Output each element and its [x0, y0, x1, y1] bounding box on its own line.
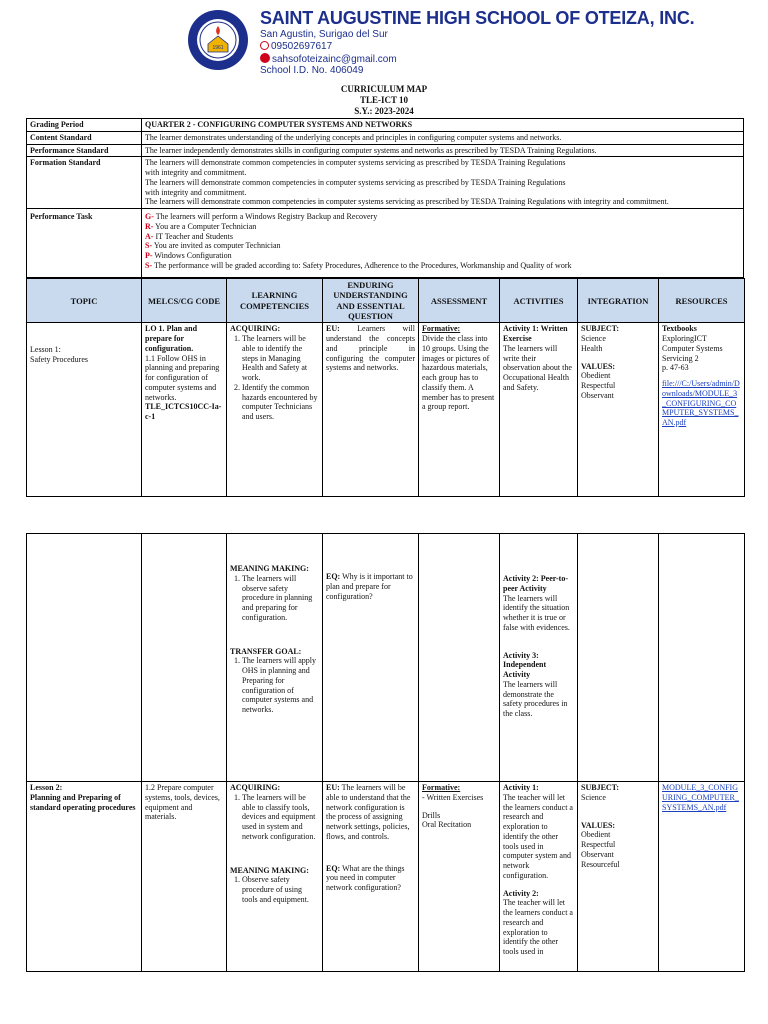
lesson2-integration: SUBJECT: Science VALUES: Obedient Respectful Observant Resourceful	[578, 782, 659, 972]
col-topic: TOPIC	[27, 279, 142, 323]
content-row	[27, 131, 744, 144]
standards-table	[26, 118, 744, 278]
email-icon	[260, 53, 270, 63]
curriculum-table-page2	[26, 533, 745, 972]
school-seal-logo	[186, 8, 250, 72]
table-row	[27, 534, 745, 782]
col-resources: RESOURCES	[659, 279, 745, 323]
resource-link[interactable]: file:///C:/Users/admin/Downloads/MODULE_3_CONFIGURING_COMPUTER_SYSTEMS_AN.pdf	[662, 379, 740, 428]
table-header-row	[27, 279, 745, 323]
school-id: School I.D. No. 406049	[260, 65, 364, 76]
task-item: G- The learners will perform a Windows Registry Backup and Recovery	[145, 212, 378, 221]
curriculum-table	[26, 278, 745, 497]
formation-line: The learners will demonstrate common competencies in computer systems servicing as prescribed by TESDA Training Regulations	[145, 177, 566, 187]
formation-value	[142, 157, 744, 209]
lesson1-activities: Activity 1: Written Exercise The learners will write their observation about the Occupational Health and Safety.	[500, 323, 578, 497]
doc-title: CURRICULUM MAP	[340, 84, 428, 94]
lesson2-topic: Lesson 2: Planning and Preparing of standard operating procedures	[27, 782, 142, 972]
task-item: A- IT Teacher and Students	[145, 231, 234, 241]
resource-link[interactable]: MODULE_3_CONFIGURING_COMPUTER_SYSTEMS_AN.pdf	[662, 783, 739, 812]
lesson2-activities: Activity 1: The teacher will let the learners conduct a research and exploration to identify the other tools used in computer system and network configuration. Activity 2: The teacher will let the learners conduct a research and exploration to identify the other tools used in	[500, 782, 578, 972]
lesson1-resources: Textbooks ExploringICT Computer Systems Servicing 2 p. 47-63 file:///C:/Users/admin/Downloads/MODULE_3_CONFIGURING_COMPUTER_SYSTEMS_AN.pdf	[659, 323, 745, 497]
school-header	[190, 6, 750, 76]
lesson2-assessment: Formative: - Written Exercises Drills Oral Recitation	[419, 782, 500, 972]
formation-row	[27, 157, 744, 209]
doc-subject: TLE-ICT 10	[359, 95, 409, 105]
table-row	[27, 782, 745, 972]
lesson2-competencies: ACQUIRING: 1. The learners will be able to classify tools, devices and equipment used in system and network configuration. MEANING MAKING: 1. Observe safety procedure of using tools and equipment.	[227, 782, 323, 972]
lesson1-topic: Lesson 1: Safety Procedures	[27, 323, 142, 497]
school-name: SAINT AUGUSTINE HIGH SCHOOL OF OTEIZA, INC.	[260, 8, 695, 28]
task-item: R- You are a Computer Technician	[145, 221, 257, 231]
formation-line: The learners will demonstrate common competencies in computer systems servicing as prescribed by TESDA Training Regulations with integrity and commitment.	[145, 197, 669, 207]
lesson2-resources	[659, 782, 745, 972]
school-email	[260, 53, 397, 65]
grading-row	[27, 119, 744, 132]
list-item: 1. The learners will apply OHS in planning and Preparing for configuration of computer systems and networks.	[242, 656, 319, 715]
doc-school-year: S.Y.: 2023-2024	[354, 106, 414, 116]
seal-year: 1961	[212, 45, 224, 51]
lesson2-melc: 1.2 Prepare computer systems, tools, devices, equipment and materials.	[142, 782, 227, 972]
formation-line: with integrity and commitment.	[145, 168, 247, 177]
task-item: S- You are invited as computer Technician	[145, 241, 281, 251]
task-row	[27, 209, 744, 278]
table-row	[27, 323, 745, 497]
col-activities: ACTIVITIES	[500, 279, 578, 323]
list-item: 1. The learners will be able to classify tools, devices and equipment used in system and network configuration.	[242, 793, 319, 842]
col-assessment: ASSESSMENT	[419, 279, 500, 323]
task-item: P- Windows Configuration	[145, 251, 232, 260]
grading-label: Grading Period	[27, 119, 142, 132]
phone-number: 09502697617	[271, 41, 333, 52]
school-phone	[260, 41, 332, 52]
lesson1-assessment: Formative: Divide the class into 10 groups. Using the images or pictures of hazardous materials, each group has to classify them. A member has to present a group report.	[419, 323, 500, 497]
list-item: 1. Observe safety procedure of using tools and equipment.	[242, 875, 319, 904]
task-label: Performance Task	[27, 209, 142, 278]
lesson1-melc: LO 1. Plan and prepare for configuration. 1.1 Follow OHS in planning and preparing for configuration of computer systems and networks. TLE_ICTCS10CC-Ia-c-1	[142, 323, 227, 497]
col-integration: INTEGRATION	[578, 279, 659, 323]
school-address: San Agustin, Surigao del Sur	[260, 29, 388, 40]
task-value	[142, 209, 744, 278]
col-enduring: ENDURING UNDERSTANDING AND ESSENTIAL QUESTION	[323, 279, 419, 323]
task-item: S- The performance will be graded according to: Safety Procedures, Adherence to the Procedures, Workmanship and Quality of work	[145, 260, 572, 270]
lesson1-enduring: EU: Learners will understand the concepts and principle in configuring the computer systems and networks.	[323, 323, 419, 497]
grading-value: QUARTER 2 - CONFIGURING COMPUTER SYSTEMS AND NETWORKS	[142, 119, 744, 132]
formation-line: The learners will demonstrate common competencies in computer systems servicing as prescribed by TESDA Training Regulations	[145, 158, 566, 168]
lesson1-competencies: ACQUIRING: 1. The learners will be able to identify the steps in Managing Health and Safety at work. 2. Identify the common hazards encountered by computer Technicians and users.	[227, 323, 323, 497]
formation-line: with integrity and commitment.	[145, 187, 247, 197]
email-address: sahsofoteizainc@gmail.com	[272, 54, 397, 65]
performance-row	[27, 144, 744, 157]
col-melcs: MELCS/CG CODE	[142, 279, 227, 323]
performance-label: Performance Standard	[27, 144, 142, 157]
continued-competencies: MEANING MAKING: 1. The learners will observe safety procedure in planning and preparing for configuration. TRANSFER GOAL: 1. The learners will apply OHS in planning and Preparing for configuration of computer systems and networks.	[227, 534, 323, 782]
continued-activities: Activity 2: Peer-to-peer Activity The learners will identify the situation whether it is true or false with evidences. Activity 3: Independent Activity The learners will demonstrate the safety procedures in the class.	[500, 534, 578, 782]
col-competencies: LEARNING COMPETENCIES	[227, 279, 323, 323]
list-item: 2. Identify the common hazards encountered by computer Technicians and users.	[242, 383, 319, 422]
lesson1-integration: SUBJECT: Science Health VALUES: Obedient Respectful Observant	[578, 323, 659, 497]
list-item: 1. The learners will be able to identify the steps in Managing Health and Safety at work.	[242, 334, 319, 383]
continued-enduring: EQ: Why is it important to plan and prepare for configuration?	[323, 534, 419, 782]
performance-value: The learner independently demonstrates skills in configuring computer systems and networks as prescribed by TESDA Training Regulations.	[142, 144, 744, 157]
lesson2-enduring: EU: The learners will be able to understand that the network configuration is the process of assigning network settings, policies, flows, and controls. EQ: What are the things you need in computer network configuration?	[323, 782, 419, 972]
list-item: 1. The learners will observe safety procedure in planning and preparing for configuration.	[242, 574, 319, 623]
content-label: Content Standard	[27, 131, 142, 144]
formation-label: Formation Standard	[27, 157, 142, 209]
content-value: The learner demonstrates understanding of the underlying concepts and principles in configuring computer systems and networks.	[142, 131, 744, 144]
phone-icon	[260, 41, 269, 50]
